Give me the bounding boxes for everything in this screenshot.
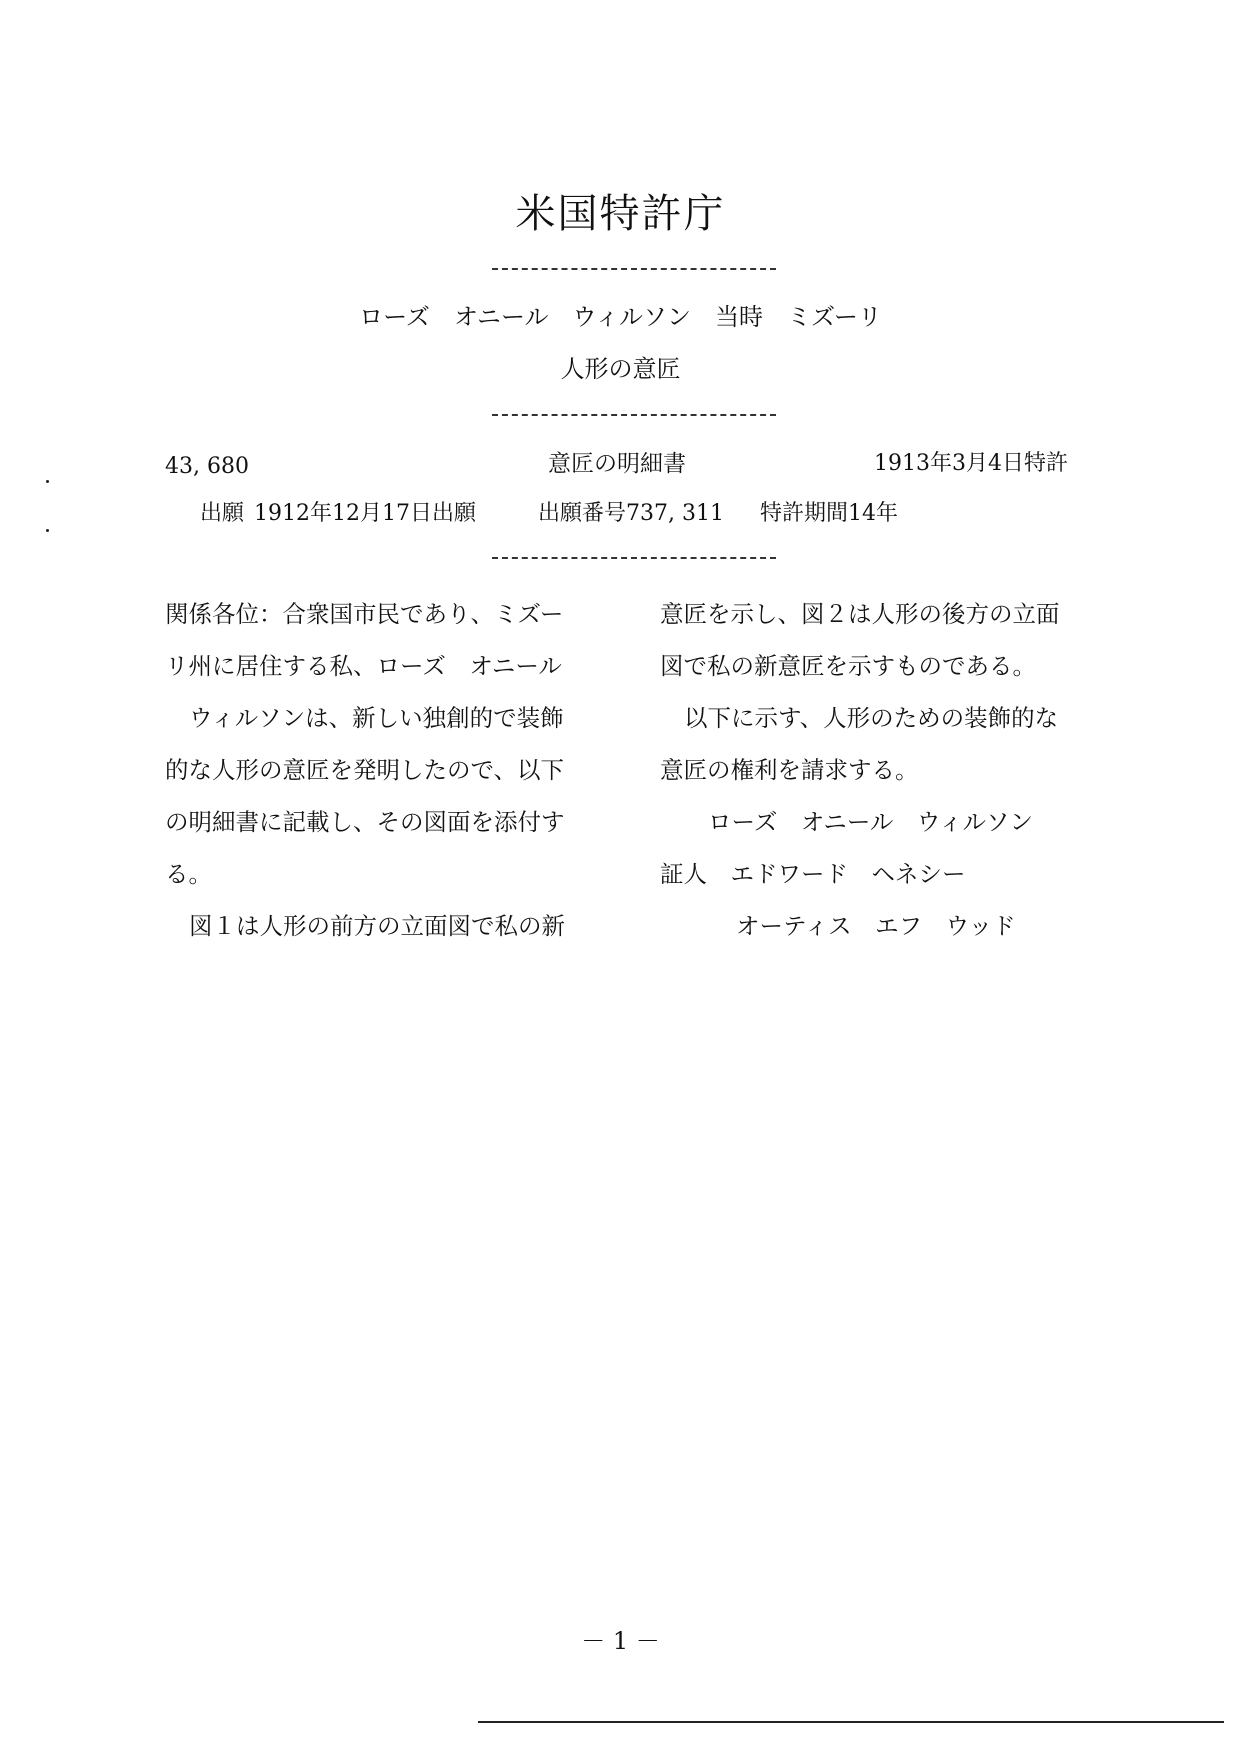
- body-line: 図で私の新意匠を示すものである。: [660, 652, 1036, 680]
- footer-rule: [478, 1721, 1224, 1723]
- divider-rule-top: [492, 268, 776, 270]
- body-column-left: [165, 588, 615, 952]
- patent-date: 1913年3月4日特許: [874, 451, 1068, 476]
- filed-date: 1912年12月17日出願: [254, 501, 476, 526]
- body-column-right: [660, 588, 1100, 952]
- body-line: る。: [165, 860, 212, 888]
- body-line: 以下に示す、人形のための装飾的な: [684, 704, 1059, 732]
- applicant-residence-label: 当時: [715, 303, 764, 331]
- page-number: － 1 －: [581, 1627, 660, 1655]
- margin-dot: [46, 480, 49, 483]
- witness-line: 証人 エドワード ヘネシー: [660, 860, 966, 888]
- serial-number: 出願番号737, 311: [538, 501, 724, 526]
- body-line: リ州に居住する私、ローズ オニール: [165, 652, 562, 680]
- applicant-middle-name: オニール: [453, 303, 549, 331]
- patent-term: 特許期間14年: [760, 501, 898, 526]
- filing-info: [200, 498, 476, 530]
- design-subject: 人形の意匠: [560, 355, 681, 383]
- applicant-last-name: ウィルソン: [572, 303, 692, 331]
- divider-rule-bottom: [492, 557, 776, 559]
- body-line: ウィルソンは、新しい独創的で装飾: [189, 704, 564, 732]
- spec-title: 意匠の明細書: [548, 451, 686, 477]
- office-title: 米国特許庁: [515, 191, 726, 237]
- body-line: 図１は人形の前方の立面図で私の新: [189, 912, 565, 940]
- applicant-residence: ミズーリ: [787, 303, 882, 331]
- inventor-signature: ローズ オニール ウィルソン: [708, 808, 1034, 836]
- body-line: 関係各位：合衆国市民であり、ミズー: [165, 600, 564, 628]
- body-line: の明細書に記載し、その図面を添付す: [165, 808, 565, 836]
- applicant-first-name: ローズ: [359, 303, 430, 331]
- body-line: 意匠を示し、図２は人形の後方の立面: [660, 600, 1060, 628]
- divider-rule-middle: [492, 414, 776, 416]
- margin-dot: [46, 529, 49, 532]
- design-number: 43, 680: [165, 454, 249, 479]
- applicant-line: [0, 300, 1241, 334]
- witness-line: オーティス エフ ウッド: [736, 912, 1016, 940]
- body-line: 意匠の権利を請求する。: [660, 756, 919, 784]
- body-line: 的な人形の意匠を発明したので、以下: [165, 756, 565, 784]
- filed-label: 出願: [200, 501, 245, 526]
